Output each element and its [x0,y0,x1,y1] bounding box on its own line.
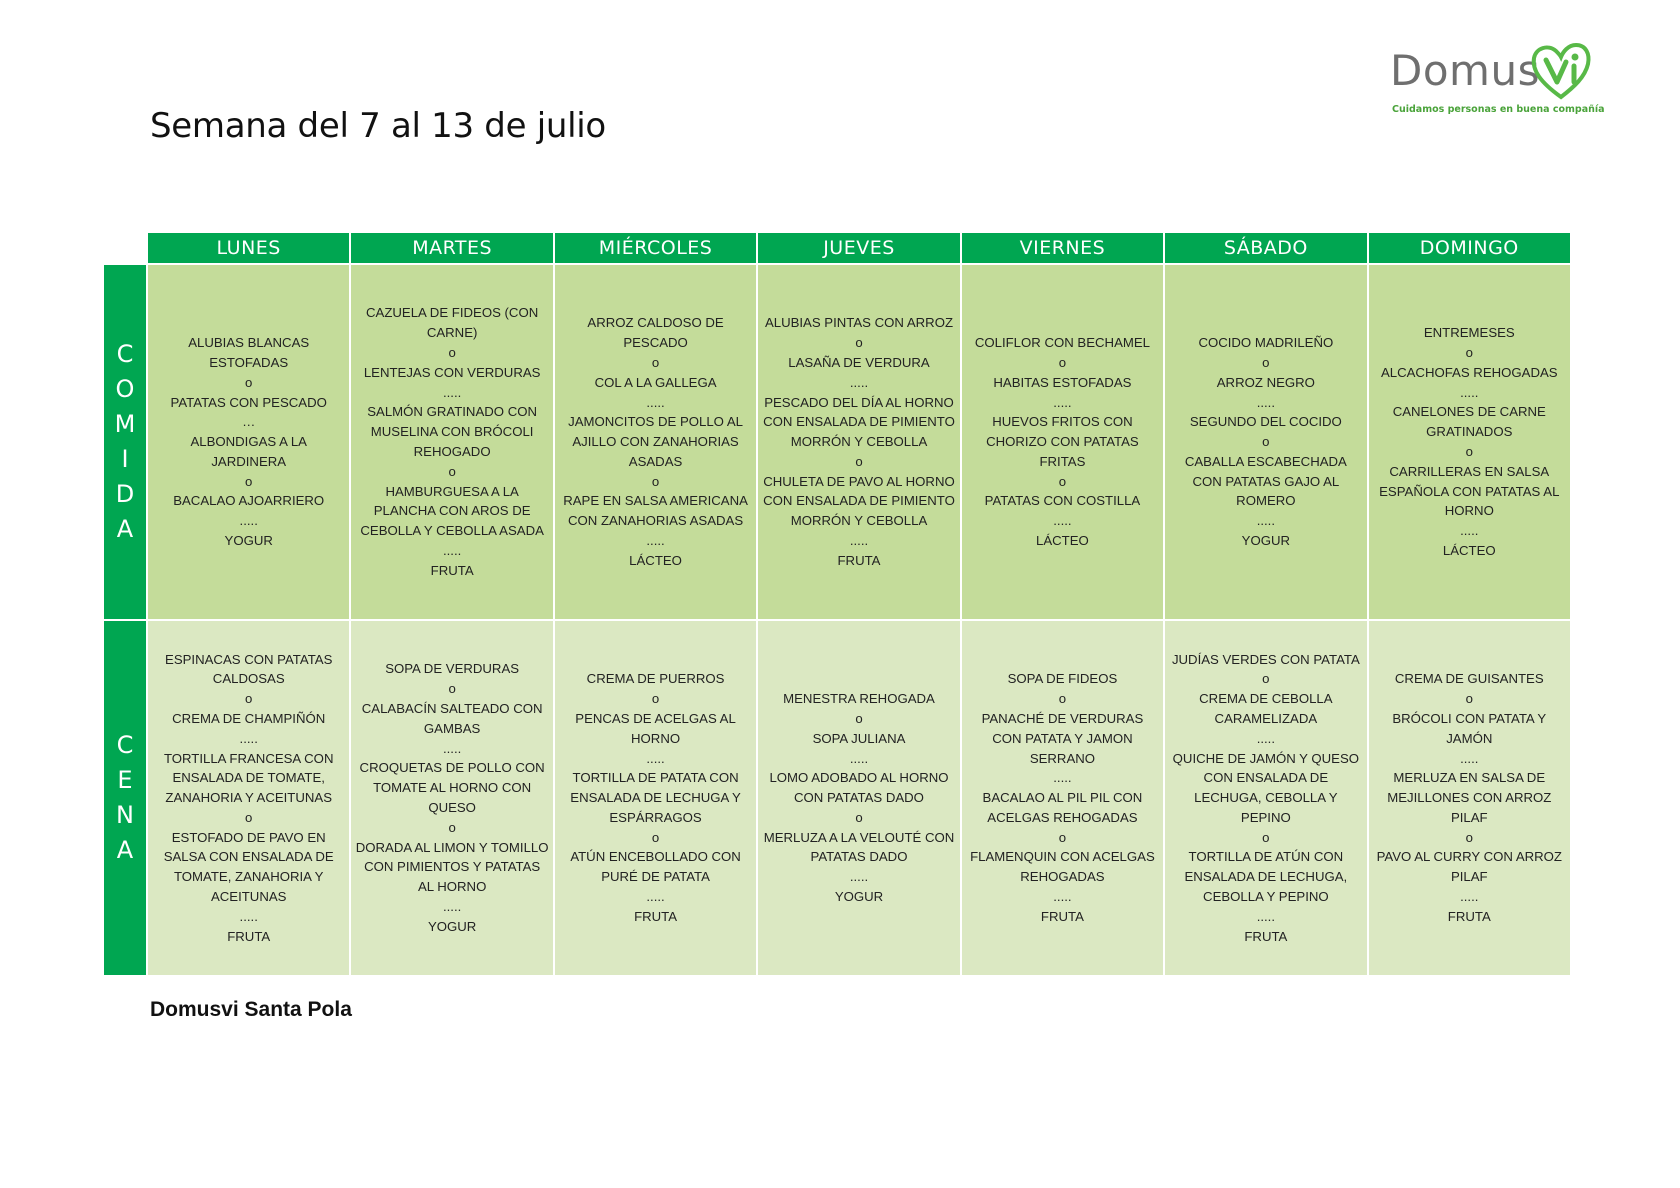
menu-item: o [1465,829,1473,845]
menu-item: YOGUR [1241,533,1291,549]
menu-item: ..... [1053,889,1072,905]
menu-item: ..... [1460,889,1479,905]
menu-item: ..... [646,750,665,766]
menu-item: ..... [239,730,258,746]
menu-cell-comida-jueves [758,265,959,619]
menu-item: o [1262,671,1270,687]
menu-item: o [1058,691,1067,707]
menu-item: TORTILLA DE PATATA CON ENSALADA DE LECHUGA Y ESPÁRRAGOS [570,770,741,825]
menu-item: ..... [1460,523,1479,539]
meal-header-letter: E [117,766,133,794]
menu-item: o [245,691,253,707]
menu-item: PANACHÉ DE VERDURAS CON PATATA Y JAMON SERRANO [981,710,1144,766]
menu-item: ..... [442,740,462,756]
menu-item: ENTREMESES [1423,325,1515,341]
menu-item: ..... [1256,730,1276,746]
menu-item: BACALAO AJOARRIERO [173,493,325,509]
menu-item: o [1058,829,1067,845]
menu-item: o [448,681,456,697]
menu-item: ..... [646,533,665,549]
menu-item: o [855,453,863,469]
logo-wordmark: Domus [1390,46,1540,95]
menu-item: PAVO AL CURRY CON ARROZ PILAF [1376,849,1562,885]
menu-item: CREMA DE CEBOLLA CARAMELIZADA [1199,691,1333,726]
menu-item: ..... [1053,770,1072,786]
menu-item: o [1465,691,1473,707]
menu-item: MERLUZA A LA VELOUTÉ CON PATATAS DADO [763,829,955,865]
menu-item: o [448,463,456,479]
meal-header-cena [104,621,146,975]
meal-header-letter: A [116,515,134,543]
menu-item: o [245,473,253,489]
meal-header-comida [104,265,146,619]
menu-item: CREMA DE GUISANTES [1394,671,1544,687]
menu-item: o [651,829,660,845]
menu-item: FRUTA [1244,928,1288,944]
meal-header-letter: A [116,836,134,864]
day-header-viernes: VIERNES [962,233,1163,263]
menu-item: ALBONDIGAS A LA JARDINERA [190,434,307,469]
menu-item: CALABACÍN SALTEADO CON GAMBAS [361,701,543,736]
menu-cell-comida-lunes [148,265,349,619]
menu-item: ESPINACAS CON PATATAS CALDOSAS [165,651,333,687]
day-header-jueves: JUEVES [758,233,959,263]
menu-item: SALMÓN GRATINADO CON MUSELINA CON BRÓCOLI REHOGADO [367,404,537,459]
menu-item: FRUTA [227,928,271,944]
menu-item: BACALAO AL PIL PIL CON ACELGAS REHOGADAS [982,790,1143,825]
menu-item: ..... [646,889,665,905]
menu-item: ..... [849,869,869,885]
menu-item: ..... [239,908,258,924]
menu-item: PATATAS CON PESCADO [170,394,327,410]
menu-item: ..... [1460,750,1479,766]
menu-item: o [245,809,253,825]
menu-item: ARROZ NEGRO [1216,374,1315,390]
menu-cell-comida-miercoles [555,265,756,619]
menu-item: o [855,710,863,726]
menu-item: MERLUZA EN SALSA DE MEJILLONES CON ARROZ PILAF [1387,770,1552,825]
day-header-sabado: SÁBADO [1165,233,1366,263]
menu-item: ARROZ CALDOSO DE PESCADO [587,315,724,351]
day-header-martes: MARTES [351,233,552,263]
day-header-miercoles: MIÉRCOLES [555,233,756,263]
menu-item: o [1465,345,1473,361]
domusvi-logo [1390,42,1610,122]
menu-item: CANELONES DE CARNE GRATINADOS [1392,404,1546,440]
menu-item: CHULETA DE PAVO AL HORNO CON ENSALADA DE PIMIENTO MORRÓN Y CEBOLLA [763,473,955,529]
meal-header-letter: C [116,340,134,368]
menu-item: LÁCTEO [1036,533,1089,549]
day-header-domingo: DOMINGO [1369,233,1570,263]
menu-item: ALCACHOFAS REHOGADAS [1380,364,1558,380]
menu-cell-cena-viernes [962,621,1163,975]
menu-item: YOGUR [834,889,884,905]
menu-cell-cena-lunes [148,621,349,975]
menu-item: o [1465,444,1473,459]
menu-cell-cena-miercoles [555,621,756,975]
menu-item: SOPA DE VERDURAS [385,661,520,677]
logo-tagline: Cuidamos personas en buena compañía [1392,104,1605,115]
menu-item: MENESTRA REHOGADA [783,691,935,707]
menu-item: ..... [239,513,258,529]
menu-item: ALUBIAS PINTAS CON ARROZ [764,315,954,331]
menu-item: ALUBIAS BLANCAS ESTOFADAS [188,335,310,370]
menu-item: o [855,335,863,351]
menu-item: YOGUR [427,918,477,934]
menu-item: o [448,819,456,835]
menu-item: LÁCTEO [629,552,682,568]
day-header-lunes: LUNES [148,233,349,263]
menu-item: SEGUNDO DEL COCIDO [1189,414,1342,430]
page-title: Semana del 7 al 13 de julio [150,106,606,146]
menu-item: o [448,345,456,361]
weekly-menu-table [104,233,1570,975]
menu-item: SOPA JULIANA [812,730,906,746]
menu-item: PENCAS DE ACELGAS AL HORNO [575,710,736,746]
menu-item: ..... [849,750,869,766]
menu-item: LASAÑA DE VERDURA [788,354,930,370]
menu-item: o [1262,829,1270,845]
menu-cell-cena-domingo [1369,621,1570,975]
menu-item: SOPA DE FIDEOS [1007,671,1118,687]
menu-item: ..... [1256,513,1276,529]
menu-item: ..... [1256,908,1276,924]
menu-item: PESCADO DEL DÍA AL HORNO CON ENSALADA DE PIMIENTO MORRÓN Y CEBOLLA [763,394,955,450]
menu-item: RAPE EN SALSA AMERICANA CON ZANAHORIAS ASADAS [563,493,748,529]
menu-item: TORTILLA DE ATÚN CON ENSALADA DE LECHUGA, CEBOLLA Y PEPINO [1184,849,1348,905]
meal-header-letter: D [115,480,135,508]
menu-item: o [245,374,253,390]
menu-item: ..... [442,898,462,914]
menu-item: QUICHE DE JAMÓN Y QUESO CON ENSALADA DE LECHUGA, CEBOLLA Y PEPINO [1172,750,1360,825]
meal-header-letter: M [114,410,136,438]
menu-cell-cena-sabado [1165,621,1366,975]
menu-item: FRUTA [1040,908,1084,924]
menu-item: TORTILLA FRANCESA CON ENSALADA DE TOMATE, ZANAHORIA Y ACEITUNAS [163,750,334,806]
menu-item: CAZUELA DE FIDEOS (CON CARNE) [366,305,539,341]
menu-item: ATÚN ENCEBOLLADO CON PURÉ DE PATATA [570,849,741,885]
menu-item: FRUTA [634,908,678,924]
menu-item: FRUTA [430,562,474,578]
menu-item: YOGUR [224,533,273,549]
menu-item: o [651,354,660,370]
menu-item: o [855,809,863,825]
menu-item: LÁCTEO [1442,542,1496,558]
menu-item: ..... [1053,513,1072,529]
menu-item: JAMONCITOS DE POLLO AL AJILLO CON ZANAHORIAS ASADAS [568,414,744,469]
menu-item: ..... [1460,384,1479,400]
menu-cell-comida-domingo [1369,265,1570,619]
menu-item: CABALLA ESCABECHADA CON PATATAS GAJO AL ROMERO [1184,453,1347,509]
menu-item: o [651,473,660,489]
menu-item: CROQUETAS DE POLLO CON TOMATE AL HORNO CON QUESO [359,760,545,815]
menu-item: COCIDO MADRILEÑO [1198,335,1334,351]
meal-header-letter: O [115,375,135,403]
menu-item: HABITAS ESTOFADAS [993,374,1132,390]
menu-item: … [242,414,256,430]
menu-item: DORADA AL LIMON Y TOMILLO CON PIMIENTOS Y PATATAS AL HORNO [355,839,549,895]
meal-header-letter: C [116,731,134,759]
menu-item: CREMA DE PUERROS [586,671,725,687]
menu-item: ESTOFADO DE PAVO EN SALSA CON ENSALADA DE TOMATE, ZANAHORIA Y ACEITUNAS [163,829,334,905]
menu-cell-comida-martes [351,265,552,619]
menu-item: CARRILLERAS EN SALSA ESPAÑOLA CON PATATAS AL HORNO [1379,463,1560,519]
menu-cell-comida-viernes [962,265,1163,619]
footer-location: Domusvi Santa Pola [150,998,352,1021]
menu-item: o [651,691,660,707]
meal-header-letter: I [121,445,129,473]
menu-item: COLIFLOR CON BECHAMEL [974,335,1150,351]
menu-item: o [1058,473,1067,489]
heart-vi-icon [1530,42,1592,100]
menu-cell-cena-jueves [758,621,959,975]
menu-item: FRUTA [1447,908,1491,924]
menu-item: ..... [849,374,869,390]
menu-item: CREMA DE CHAMPIÑÓN [172,710,326,726]
menu-cell-cena-martes [351,621,552,975]
menu-item: o [1262,434,1270,450]
meal-header-letter: N [116,801,134,829]
menu-item: HAMBURGUESA A LA PLANCHA CON AROS DE CEBOLLA Y CEBOLLA ASADA [360,483,544,539]
menu-item: FLAMENQUIN CON ACELGAS REHOGADAS [970,849,1155,885]
menu-item: FRUTA [837,552,881,568]
menu-item: LENTEJAS CON VERDURAS [363,364,541,380]
menu-cell-comida-sabado [1165,265,1366,619]
menu-item: o [1058,354,1067,370]
menu-item: ..... [442,542,462,558]
table-corner [104,233,146,263]
menu-item: PATATAS CON COSTILLA [984,493,1141,509]
menu-item: ..... [442,384,462,400]
menu-item: ..... [646,394,665,410]
menu-item: LOMO ADOBADO AL HORNO CON PATATAS DADO [769,770,949,806]
menu-item: o [1262,354,1270,370]
menu-item: ..... [1053,394,1072,410]
menu-item: BRÓCOLI CON PATATA Y JAMÓN [1392,710,1547,746]
menu-item: JUDÍAS VERDES CON PATATA [1171,651,1360,667]
menu-item: HUEVOS FRITOS CON CHORIZO CON PATATAS FRITAS [986,414,1139,469]
menu-item: COL A LA GALLEGA [594,374,717,390]
menu-item: ..... [1256,394,1276,410]
menu-item: ..... [849,533,869,549]
